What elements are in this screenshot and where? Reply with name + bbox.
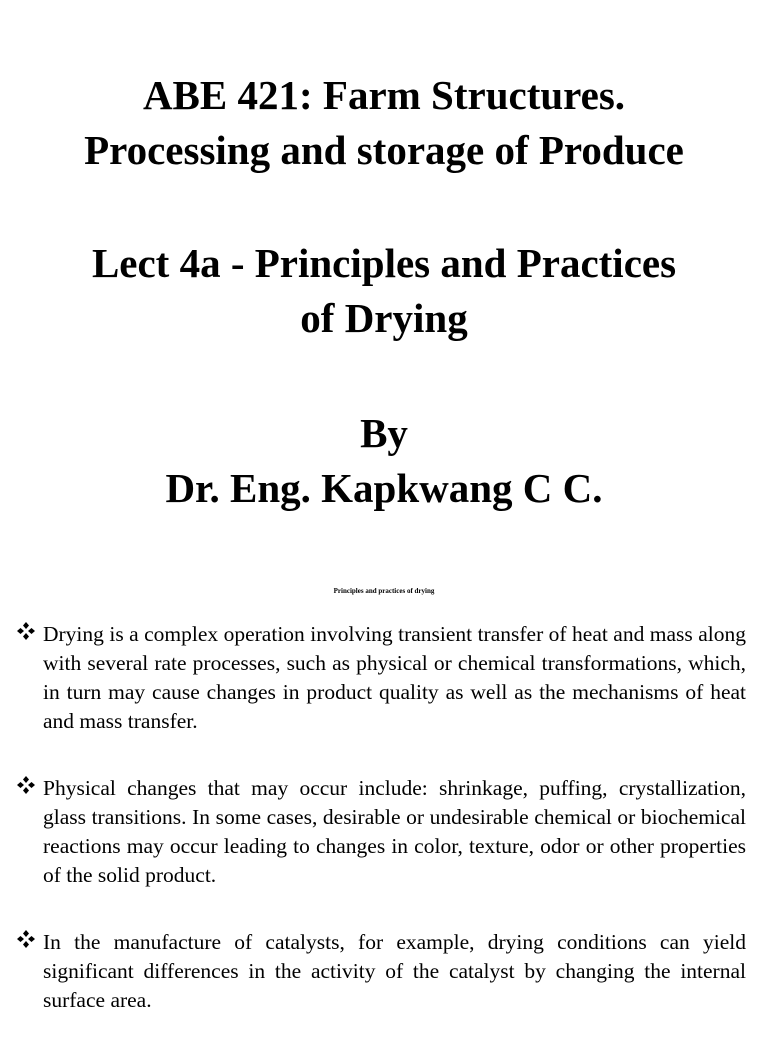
bullet-text: In the manufacture of catalysts, for example, drying conditions can yield significant differences in the activity of the catalyst by changing the internal surface area. [43,930,746,1012]
author-name: Dr. Eng. Kapkwang C C. [165,465,603,511]
bullet-item [16,774,746,890]
bullet-list [16,620,746,1053]
by-label: By [360,410,408,456]
bullet-item [16,928,746,1015]
bullet-item [16,620,746,736]
four-diamond-bullet-icon [16,929,36,949]
course-subject: Processing and storage of Produce [84,127,684,173]
slide-heading: Principles and practices of drying [333,587,435,595]
four-diamond-bullet-icon [16,621,36,641]
course-title: ABE 421: Farm Structures. [142,72,626,118]
four-diamond-bullet-icon [16,775,36,795]
lecture-title-line2: of Drying [300,295,468,341]
bullet-text: Physical changes that may occur include: shrinkage, puffing, crystallization, glass transitions. In some cases, desirable or undesirable chemical or biochemical reactions may occur leading to changes in color, texture, odor or other properties of the solid product. [43,776,746,887]
title-slide [0,68,768,516]
bullet-text: Drying is a complex operation involving transient transfer of heat and mass along with several rate processes, such as physical or chemical transformations, which, in turn may cause changes in product quality as well as the mechanisms of heat and mass transfer. [43,622,746,733]
lecture-title-line1: Lect 4a - Principles and Practices [91,240,677,286]
